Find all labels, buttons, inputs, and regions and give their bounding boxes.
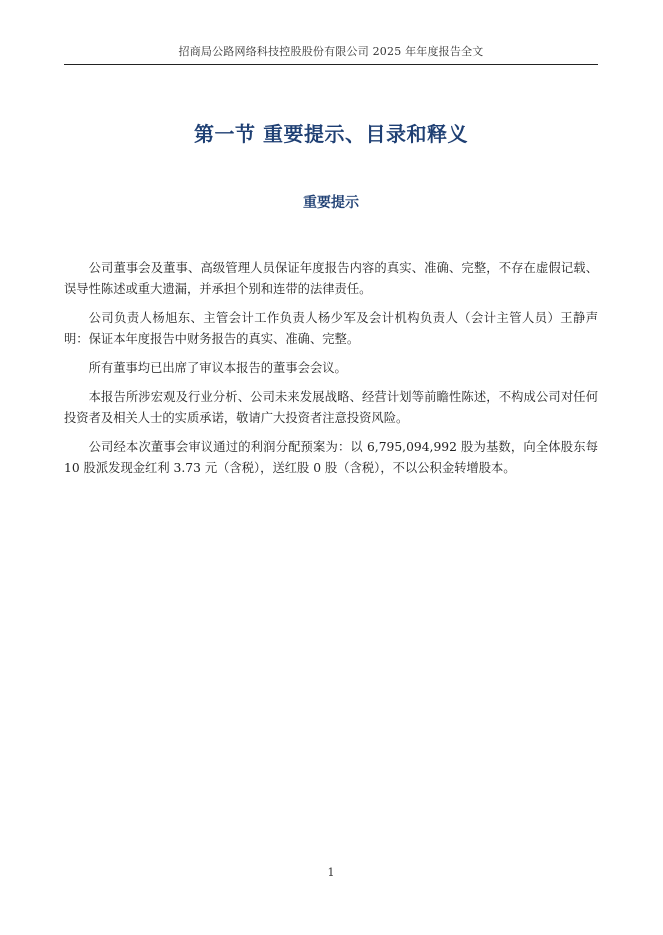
subsection-title: 重要提示 bbox=[303, 195, 359, 211]
running-header: 招商局公路网络科技控股股份有限公司 2025 年年度报告全文 bbox=[178, 45, 484, 58]
paragraph-directors-attendance: 所有董事均已出席了审议本报告的董事会会议。 bbox=[88, 361, 347, 375]
header-divider bbox=[64, 64, 598, 65]
paragraph-board-guarantee: 公司董事会及董事、高级管理人员保证年度报告内容的真实、准确、完整，不存在虚假记载、误导性陈述或重大遗漏，并承担个别和连带的法律责任。 bbox=[64, 261, 598, 296]
paragraph-responsible-persons: 公司负责人杨旭东、主管会计工作负责人杨少军及会计机构负责人（会计主管人员）王静声明：保证本年度报告中财务报告的真实、准确、完整。 bbox=[64, 311, 598, 346]
section-title: 第一节 重要提示、目录和释义 bbox=[194, 122, 468, 146]
body-text bbox=[64, 258, 598, 487]
paragraph-forward-looking: 本报告所涉宏观及行业分析、公司未来发展战略、经营计划等前瞻性陈述，不构成公司对任何投资者及相关人士的实质承诺，敬请广大投资者注意投资风险。 bbox=[64, 390, 598, 425]
page-number: 1 bbox=[327, 866, 335, 879]
paragraph-profit-distribution: 公司经本次董事会审议通过的利润分配预案为：以 6,795,094,992 股为基数，向全体股东每 10 股派发现金红利 3.73 元（含税），送红股 0 股（含税），不以公积金转增股本。 bbox=[64, 440, 598, 475]
